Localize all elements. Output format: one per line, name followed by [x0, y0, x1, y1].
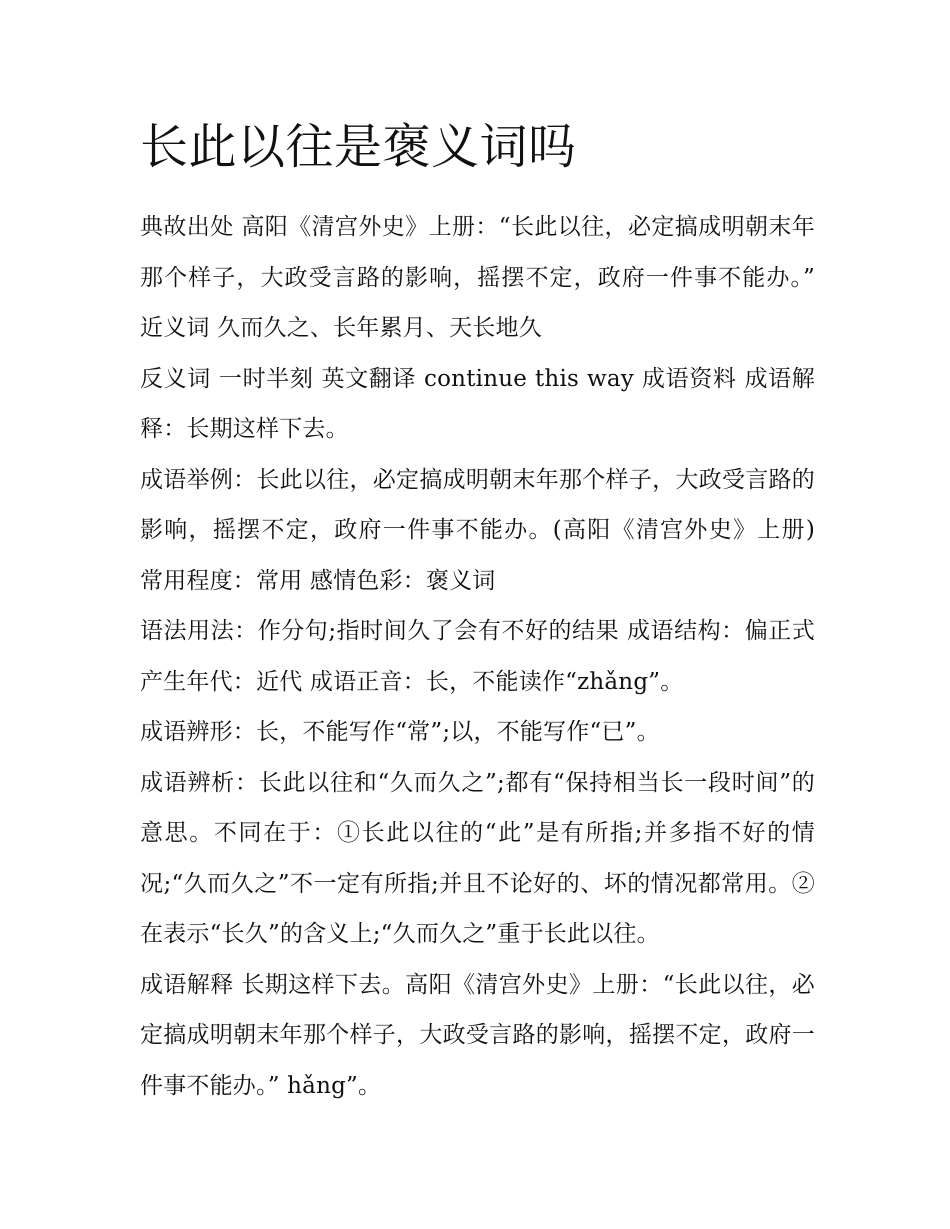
document-title: 长此以往是褒义词吗 — [140, 119, 577, 175]
paragraph-antonym: 反义词 一时半刻 英文翻译 continue this way 成语资料 成语解释：长期这样下去。 — [140, 365, 815, 442]
paragraph-explanation: 成语解释 长期这样下去。高阳《清宫外史》上册：“长此以往，必定搞成明朝末年那个样子，大政受言路的影响，摇摆不定，政府一件事不能办。” hǎng”。 — [140, 971, 815, 1099]
paragraph-origin: 典故出处 高阳《清宫外史》上册：“长此以往，必定搞成明朝末年那个样子，大政受言路的影响，摇摆不定，政府一件事不能办。” 近义词 久而久之、长年累月、天长地久 — [140, 214, 815, 341]
paragraph-example: 成语举例：长此以往，必定搞成明朝末年那个样子，大政受言路的影响，摇摆不定，政府一件事不能办。(高阳《清宫外史》上册) 常用程度：常用 感情色彩：褒义词 — [140, 466, 815, 594]
paragraph-grammar: 语法用法：作分句;指时间久了会有不好的结果 成语结构：偏正式 产生年代：近代 成语正音：长，不能读作“zhǎng”。 — [140, 618, 815, 695]
paragraph-analysis: 成语辨析：长此以往和“久而久之”;都有“保持相当长一段时间”的意思。不同在于：①长此以往的“此”是有所指;并多指不好的情况;“久而久之”不一定有所指;并且不论好的、坏的情况都常用。②在表示“长久”的含义上;“久而久之”重于长此以往。 — [140, 769, 815, 947]
document-page — [140, 112, 815, 1111]
paragraph-form: 成语辨形：长，不能写作“常”;以，不能写作“已”。 — [140, 719, 660, 745]
